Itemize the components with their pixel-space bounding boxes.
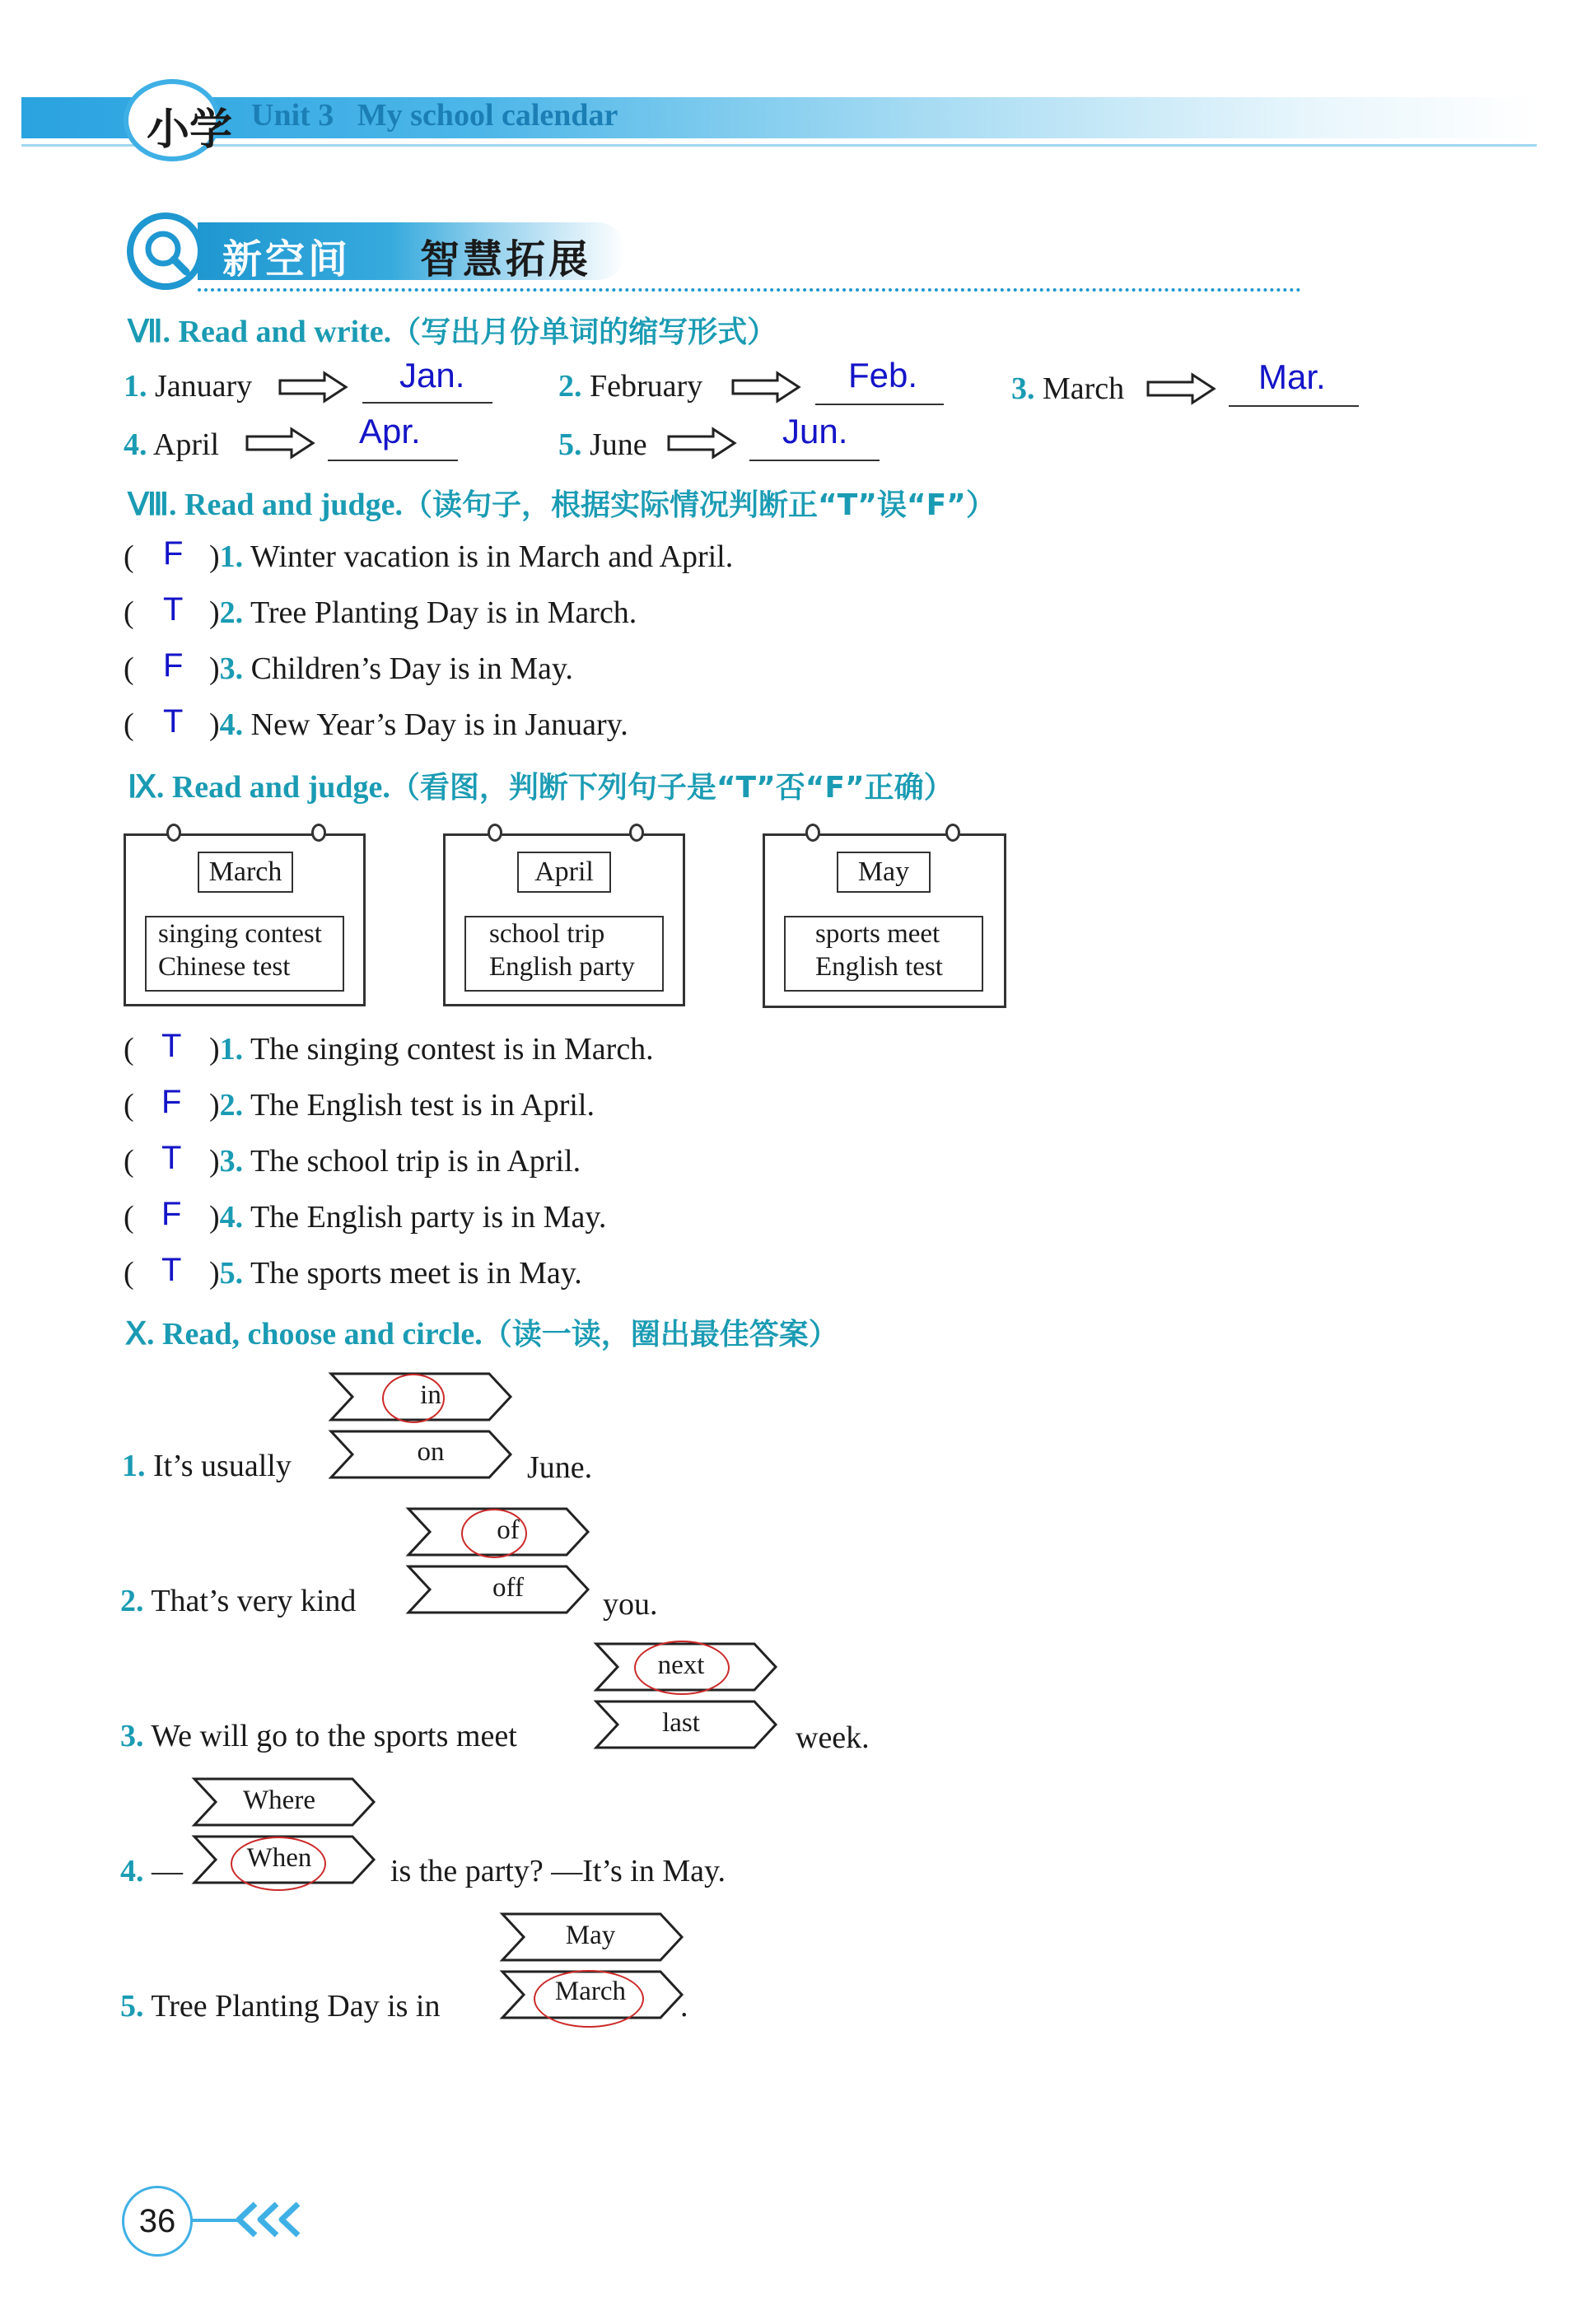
item-text: That’s very kind	[151, 1584, 357, 1618]
item-after-text: week.	[796, 1720, 870, 1755]
item-text: Tree Planting Day is in	[151, 1989, 441, 2024]
answer-text: Jun.	[782, 412, 848, 450]
section-title-b: 智慧拓展	[420, 236, 592, 282]
item-number: 2.	[219, 595, 244, 630]
part8-heading	[128, 482, 996, 524]
part9-item-4: )4. The English party is in May.	[209, 1200, 607, 1235]
answer-circle	[461, 1509, 527, 1558]
header-logo-text: 小学	[147, 105, 233, 155]
part9-heading-cn: （看图，判断下列句子是“T”否“F”正确）	[390, 771, 954, 805]
item-text: The school trip is in April.	[250, 1144, 581, 1179]
item-after-text: .	[680, 1989, 688, 2024]
answer-text: Feb.	[848, 356, 918, 394]
chevrons-icon	[231, 2201, 313, 2238]
answer-blank	[1229, 405, 1359, 407]
calendar-ring	[629, 824, 644, 842]
item-number: 4.	[219, 1200, 244, 1235]
paren-open: (	[124, 707, 134, 742]
answer-blank	[362, 402, 492, 404]
judge-answer: F	[163, 647, 184, 684]
part8-heading-en: Ⅷ. Read and judge.	[128, 488, 404, 522]
header-title: Unit 3 My school calendar	[251, 98, 618, 133]
part8-item-3: )3. Children’s Day is in May.	[209, 651, 573, 686]
calendar-ring	[945, 824, 960, 842]
item-text: The singing contest is in March.	[250, 1032, 654, 1067]
item-number: 1.	[122, 1449, 146, 1483]
arrow-icon	[245, 427, 316, 460]
part9-item-3: )3. The school trip is in April.	[209, 1144, 581, 1179]
arrow-icon	[667, 427, 738, 460]
item-word: March	[1043, 371, 1125, 406]
part7-item-5	[558, 427, 647, 463]
part7-item-4	[124, 427, 219, 463]
part10-item-4	[120, 1853, 183, 1889]
arrow-icon	[1146, 372, 1217, 405]
part7-item-1	[124, 368, 252, 404]
item-number: 1.	[219, 1032, 244, 1067]
part7-item-3	[1011, 371, 1124, 407]
paren-open: (	[124, 651, 134, 686]
item-text: The English party is in May.	[250, 1200, 607, 1235]
option-1[interactable]: Where	[243, 1786, 315, 1815]
answer-circle	[231, 1837, 326, 1891]
option-1[interactable]: next	[657, 1650, 705, 1680]
item-number: 3.	[120, 1719, 144, 1753]
calendar-events	[464, 916, 664, 992]
item-number: 1.	[124, 369, 147, 404]
part9-item-1: )1. The singing contest is in March.	[209, 1032, 654, 1067]
item-number: 5.	[219, 1256, 244, 1291]
judge-answer: T	[163, 591, 184, 628]
item-word: February	[590, 369, 703, 404]
part10-heading	[125, 1311, 838, 1353]
item-number: 2.	[120, 1584, 144, 1618]
calendar-event: Chinese test	[158, 952, 291, 982]
calendar-event: sports meet	[815, 919, 940, 949]
header-bar	[21, 97, 1537, 138]
calendar-month: March	[198, 852, 293, 893]
part10-heading-en: Ⅹ. Read, choose and circle.	[125, 1317, 483, 1351]
part9-heading	[128, 764, 954, 806]
paren-open: (	[124, 1256, 134, 1291]
item-number: 3.	[219, 1144, 244, 1179]
item-number: 3.	[1011, 371, 1035, 406]
item-word: April	[152, 427, 220, 462]
calendar-ring	[488, 824, 502, 842]
paren-open: (	[124, 595, 134, 630]
item-text: Children’s Day is in May.	[250, 651, 573, 686]
part8-item-2: )2. Tree Planting Day is in March.	[209, 595, 637, 630]
magnifier-icon	[127, 212, 204, 290]
item-number: 3.	[219, 651, 244, 686]
judge-answer: F	[163, 535, 184, 572]
calendar-events	[145, 916, 344, 992]
part10-item-1	[122, 1448, 292, 1484]
part8-heading-cn: （读句子，根据实际情况判断正“T”误“F”）	[403, 488, 996, 522]
option-2[interactable]: off	[492, 1573, 524, 1603]
part10-heading-cn: （读一读，圈出最佳答案）	[482, 1318, 838, 1351]
item-after-text: you.	[603, 1587, 658, 1622]
calendar-event: English test	[815, 952, 943, 982]
option-2[interactable]: on	[417, 1437, 445, 1467]
answer-circle	[534, 1970, 644, 2028]
answer-text: Apr.	[359, 412, 421, 450]
answer-blank	[749, 460, 880, 461]
answer-blank	[815, 404, 944, 405]
item-number: 1.	[219, 539, 244, 574]
paren-open: (	[124, 1032, 134, 1067]
option-2[interactable]: last	[662, 1708, 700, 1738]
section-title-a: 新空间	[222, 236, 352, 282]
item-text: New Year’s Day is in January.	[250, 707, 628, 742]
judge-answer: T	[161, 1140, 182, 1176]
option-2[interactable]: March	[554, 1977, 627, 2006]
item-text: We will go to the sports meet	[151, 1719, 517, 1753]
part7-heading	[128, 309, 777, 351]
answer-blank	[328, 460, 458, 461]
part10-item-5	[120, 1988, 440, 2024]
answer-text: Jan.	[399, 356, 465, 394]
part10-item-3	[120, 1718, 517, 1754]
part8-item-1: )1. Winter vacation is in March and April.	[209, 539, 734, 574]
section-divider	[198, 288, 1301, 292]
calendar-event: English party	[489, 952, 635, 982]
part8-item-4: )4. New Year’s Day is in January.	[209, 707, 628, 742]
answer-circle	[382, 1374, 445, 1423]
paren-open: (	[124, 1088, 134, 1123]
item-word: June	[590, 427, 647, 462]
header-underline	[21, 144, 1537, 147]
part9-item-2: )2. The English test is in April.	[209, 1088, 595, 1123]
item-number: 2.	[558, 369, 582, 404]
item-number: 2.	[219, 1088, 244, 1123]
item-number: 4.	[120, 1854, 144, 1888]
judge-answer: T	[161, 1252, 182, 1288]
item-text: It’s usually	[153, 1449, 292, 1483]
arrow-icon	[731, 371, 802, 404]
part7-heading-en: Ⅶ. Read and write.	[128, 315, 392, 349]
option-1[interactable]: in	[420, 1380, 441, 1410]
item-text: Winter vacation is in March and April.	[250, 539, 734, 574]
page-number: 36	[122, 2186, 193, 2257]
arrow-icon	[278, 371, 349, 404]
calendar-month: April	[517, 852, 611, 893]
calendar-events	[784, 916, 983, 992]
judge-answer: T	[161, 1028, 182, 1064]
item-text: The English test is in April.	[250, 1088, 595, 1123]
part9-item-5: )5. The sports meet is in May.	[209, 1256, 582, 1291]
judge-answer: T	[163, 703, 184, 740]
item-number: 4.	[219, 707, 244, 742]
option-2[interactable]: When	[246, 1843, 312, 1873]
part10-item-2	[120, 1583, 356, 1619]
item-after-text: June.	[527, 1450, 593, 1485]
calendar-ring	[311, 824, 326, 842]
paren-open: (	[124, 1200, 134, 1235]
calendar-event: singing contest	[158, 919, 322, 949]
item-text: —	[152, 1854, 183, 1888]
calendar-event: school trip	[489, 919, 605, 949]
part9-heading-en: Ⅸ. Read and judge.	[128, 770, 390, 805]
item-text: Tree Planting Day is in March.	[250, 595, 637, 630]
calendar-month: May	[837, 852, 931, 893]
judge-answer: F	[161, 1084, 182, 1120]
calendar-ring	[166, 824, 181, 842]
paren-open: (	[124, 539, 134, 574]
option-1[interactable]: May	[565, 1921, 616, 1950]
item-after-text: is the party? —It’s in May.	[390, 1854, 726, 1888]
paren-open: (	[124, 1144, 134, 1179]
part7-heading-cn: （写出月份单词的缩写形式）	[391, 315, 777, 349]
item-number: 5.	[120, 1989, 144, 2024]
answer-circle	[634, 1641, 730, 1695]
item-number: 4.	[124, 427, 147, 462]
calendar-ring	[805, 824, 820, 842]
part7-item-2	[558, 368, 702, 404]
item-word: January	[155, 369, 253, 404]
answer-text: Mar.	[1258, 357, 1326, 396]
option-1[interactable]: of	[497, 1515, 520, 1545]
item-number: 5.	[558, 427, 582, 462]
judge-answer: F	[161, 1196, 182, 1232]
item-text: The sports meet is in May.	[250, 1256, 582, 1291]
